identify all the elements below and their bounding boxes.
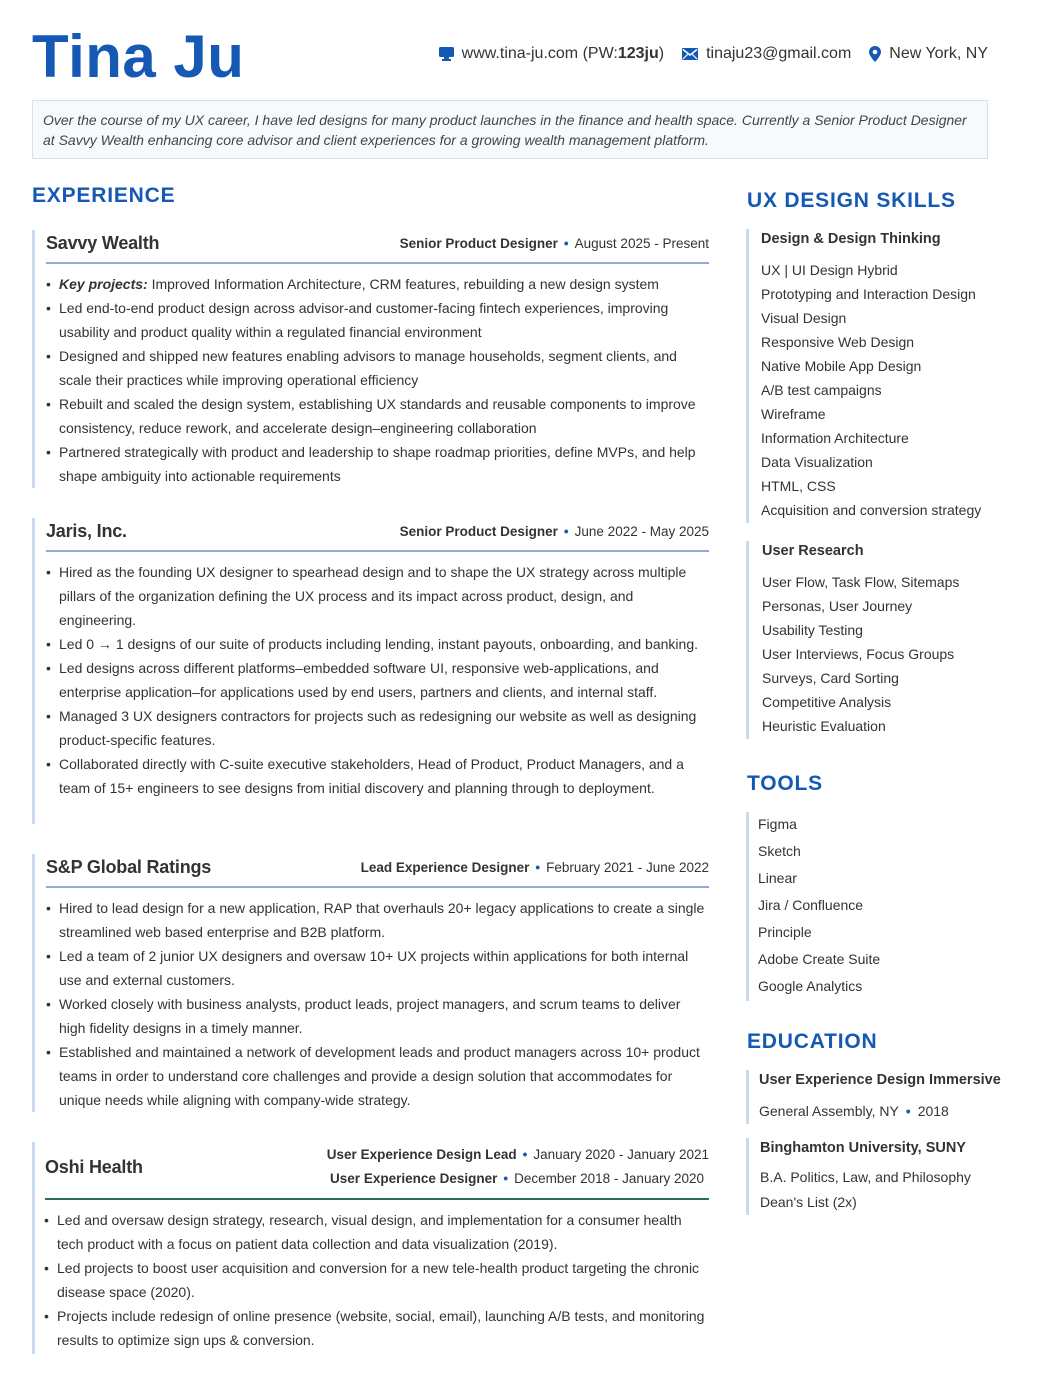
job-jaris (32, 518, 709, 824)
skill-group-title: Design & Design Thinking (761, 231, 941, 247)
job-divider (46, 886, 709, 888)
role-dates: January 2020 - January 2021 (533, 1147, 709, 1162)
list-item: • Projects include redesign of online presence (website, social, email), launching A/B tests, and monitoring results to optimize sign ups & conversion. (44, 1304, 709, 1352)
role-dates: August 2025 - Present (574, 236, 709, 251)
email-text: tinaju23@gmail.com (706, 45, 852, 62)
education-place: General Assembly, NY • 2018 (759, 1103, 949, 1119)
email-contact[interactable] (682, 45, 851, 63)
job-bullets (46, 272, 709, 488)
list-item: • Worked closely with business analysts, product leads, project managers, and scrum teams to deliver high fidelity designs in a timely manner. (46, 992, 709, 1040)
website-contact[interactable] (439, 45, 664, 63)
list-item: User Flow, Task Flow, Sitemaps (762, 574, 960, 590)
education-heading: EDUCATION (747, 1030, 878, 1053)
job-oshi-health (32, 1142, 709, 1354)
skill-group-title: User Research (762, 543, 864, 559)
list-item: Competitive Analysis (762, 694, 892, 710)
role-line: Senior Product Designer • August 2025 - Present (399, 236, 709, 251)
role-title: Senior Product Designer (399, 524, 558, 539)
list-item: • Collaborated directly with C-suite executive stakeholders, Head of Product, Product Managers, and a team of 15+ engineers to see designs from initial discovery and planning through to deployment. (46, 752, 709, 800)
education-place-text: General Assembly, NY (759, 1103, 899, 1119)
role-title: User Experience Designer (330, 1171, 498, 1186)
list-item: Surveys, Card Sorting (762, 670, 899, 686)
location-contact (869, 45, 988, 63)
list-item: Google Analytics (758, 978, 863, 994)
company-name: Savvy Wealth (46, 233, 160, 253)
website-text: www.tina-ju.com (PW: (461, 45, 618, 62)
list-item: Figma (758, 816, 797, 832)
job-bullets (46, 560, 709, 800)
education-title: User Experience Design Immersive (759, 1072, 1001, 1088)
key-projects-text: Improved Information Architecture, CRM features, rebuilding a new design system (147, 276, 659, 292)
list-item: Visual Design (761, 310, 847, 326)
list-item: • Partnered strategically with product and leadership to shape roadmap priorities, define MVPs, and help shape ambiguity into actionable requirements (46, 440, 709, 488)
location-pin-icon (869, 46, 881, 62)
list-item: Linear (758, 870, 797, 886)
list-item: • Led designs across different platforms–embedded software UI, responsive web-applications, and enterprise application–for applications used by end users, partners and clients, and internal staff. (46, 656, 709, 704)
role-dates: June 2022 - May 2025 (574, 524, 709, 539)
job-sp-global (32, 854, 709, 1112)
role-dates: February 2021 - June 2022 (546, 860, 709, 875)
website-password: 123ju (617, 45, 659, 62)
role-title: User Experience Design Lead (326, 1147, 517, 1162)
role-title: Lead Experience Designer (360, 860, 530, 875)
list-item: Acquisition and conversion strategy (761, 502, 982, 518)
key-projects-label: Key projects: (59, 276, 148, 292)
education-title: Binghamton University, SUNY (760, 1140, 966, 1156)
skill-group-research (746, 541, 959, 739)
job-divider (46, 262, 709, 264)
list-item: • Led a team of 2 junior UX designers and oversaw 10+ UX projects within applications for both internal use and external customers. (46, 944, 709, 992)
skill-group-design (746, 229, 981, 523)
experience-heading: EXPERIENCE (32, 184, 176, 207)
list-item: • Led and oversaw design strategy, research, visual design, and implementation for a consumer health tech product with a focus on patient data collection and data visualization (2019). (44, 1208, 709, 1256)
summary-box: Over the course of my UX career, I have led designs for many product launches in the finance and health space. Currently a Senior Product Designer at Savvy Wealth enhancing core advisor and client experiences for a growing wealth management platform. (32, 100, 988, 159)
contact-bar (421, 45, 988, 63)
list-item: HTML, CSS (761, 478, 836, 494)
role-line: Lead Experience Designer • February 2021 - June 2022 (360, 860, 709, 875)
education-honor: Dean's List (2x) (760, 1194, 857, 1210)
role-title: Senior Product Designer (399, 236, 558, 251)
list-item: • Established and maintained a network of development leads and product managers across 10+ product teams in order to understand core challenges and provide a design solution that accommodates for unique needs while aligning with company-wide strategy. (46, 1040, 709, 1112)
education-entry (746, 1138, 971, 1215)
list-item: Prototyping and Interaction Design (761, 286, 976, 302)
role-line: User Experience Design Lead • January 2020 - January 2021 (326, 1147, 709, 1162)
candidate-name: Tina Ju (32, 23, 245, 90)
role-line: Senior Product Designer • June 2022 - May 2025 (399, 524, 709, 539)
job-bullets (44, 1208, 709, 1352)
list-item: Wireframe (761, 406, 826, 422)
list-item: • Led projects to boost user acquisition and conversion for a new tele-health product targeting the chronic disease space (2020). (44, 1256, 709, 1304)
role-dates: December 2018 - January 2020 (514, 1171, 704, 1186)
list-item: • Managed 3 UX designers contractors for projects such as redesigning our website as well as designing product-specific features. (46, 704, 709, 752)
skills-heading: UX DESIGN SKILLS (747, 189, 956, 212)
education-degree: B.A. Politics, Law, and Philosophy (760, 1169, 971, 1185)
list-item (46, 272, 709, 296)
education-entry (746, 1070, 1001, 1124)
list-item: • Led end-to-end product design across advisor-and customer-facing fintech experiences, improving usability and product quality within a regulated financial environment (46, 296, 709, 344)
envelope-icon (682, 48, 698, 60)
list-item: Principle (758, 924, 812, 940)
list-item: Personas, User Journey (762, 598, 913, 614)
tools-list (746, 812, 880, 1001)
location-text: New York, NY (889, 45, 988, 62)
list-item: Responsive Web Design (761, 334, 915, 350)
list-item: • Led 0 → 1 designs of our suite of products including lending, instant payouts, onboarding, and banking. (46, 632, 709, 656)
list-item: Heuristic Evaluation (762, 718, 886, 734)
list-item: • Designed and shipped new features enabling advisors to manage households, segment clients, and scale their practices while improving operational efficiency (46, 344, 709, 392)
website-close: ) (658, 45, 665, 62)
list-item: Sketch (758, 843, 801, 859)
job-bullets (46, 896, 709, 1112)
company-name: S&P Global Ratings (46, 857, 212, 877)
list-item: Data Visualization (761, 454, 873, 470)
list-item: Jira / Confluence (758, 897, 864, 913)
job-divider (46, 550, 709, 552)
education-year: 2018 (917, 1103, 949, 1119)
company-name: Oshi Health (45, 1157, 143, 1177)
list-item: Adobe Create Suite (758, 951, 881, 967)
list-item: Usability Testing (762, 622, 863, 638)
role-line-2: User Experience Designer • December 2018 - January 2020 (330, 1171, 704, 1186)
list-item: A/B test campaigns (761, 382, 882, 398)
list-item: • Rebuilt and scaled the design system, establishing UX standards and reusable components to improve consistency, reduce rework, and accelerate design–engineering collaboration (46, 392, 709, 440)
company-name: Jaris, Inc. (46, 521, 127, 541)
list-item: Native Mobile App Design (761, 358, 922, 374)
job-savvy-wealth (32, 230, 709, 488)
list-item: • Hired as the founding UX designer to spearhead design and to shape the UX strategy across multiple pillars of the organization defining the UX process and its impact across product, design, and engineering. (46, 560, 709, 632)
list-item: User Interviews, Focus Groups (762, 646, 955, 662)
list-item: • Hired to lead design for a new application, RAP that overhauls 20+ legacy applications to create a single streamlined web based enterprise and B2B platform. (46, 896, 709, 944)
job-divider (45, 1198, 709, 1200)
list-item: Information Architecture (761, 430, 909, 446)
monitor-icon (439, 47, 454, 61)
tools-heading: TOOLS (747, 772, 823, 795)
list-item: UX | UI Design Hybrid (761, 262, 898, 278)
